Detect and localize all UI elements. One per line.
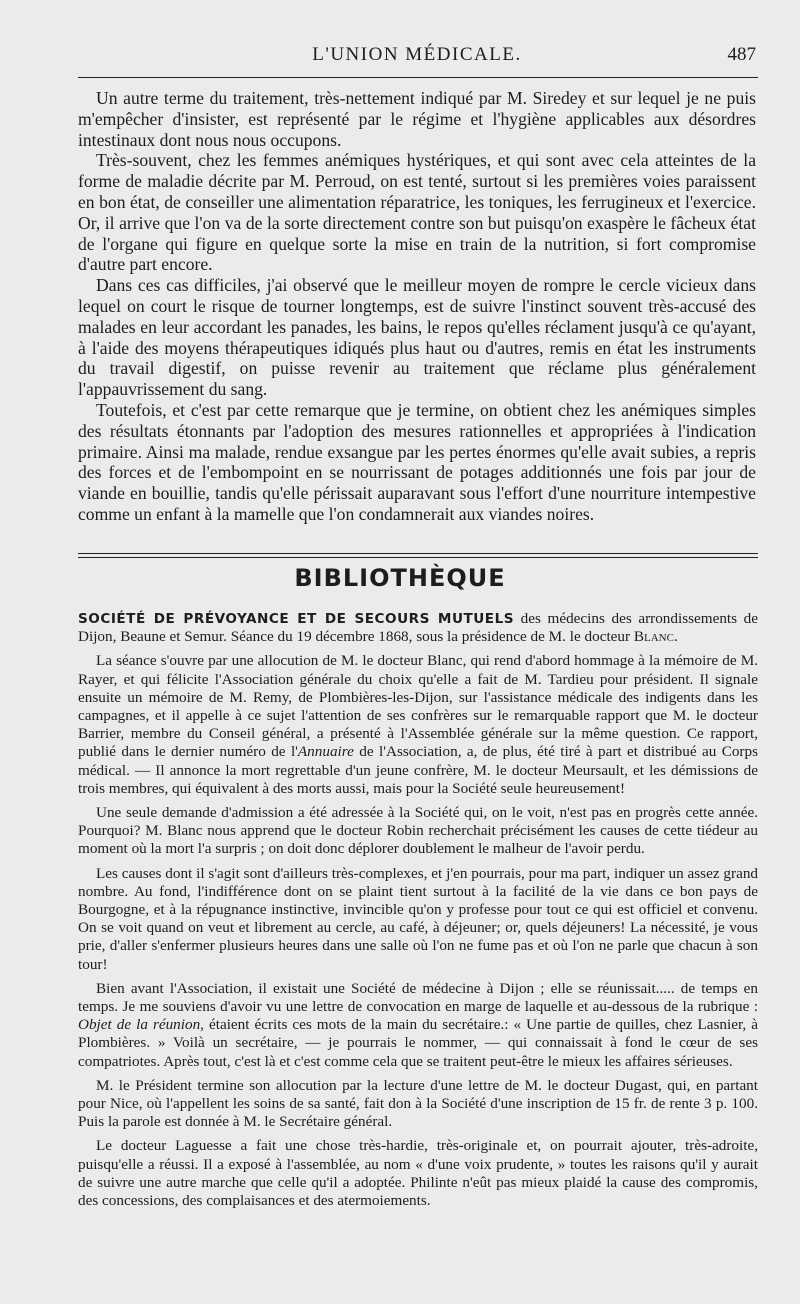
section-rule-top-double xyxy=(78,557,758,558)
article-continuation xyxy=(78,88,756,525)
paragraph: Les causes dont il s'agit sont d'ailleurs très-complexes, et j'en pourrais, pour ma part, indiquer un assez grand nombre. Au fond, l'indifférence dont on se plaint tient surtout à la facilité de la vie dans ce bon pays de Bourgogne, et à la répugnance instinctive, invincible qu'on y professe pour tout ce qui est officiel et convenu. On se voit quand on veut et librement au cercle, au café, à déjeuner; or, quels déjeuners! La nécessité, je vous prie, d'aller s'enfermer plusieurs heures dans une salle où l'on ne fume pas et où l'on ne parle que chacun à son tour! xyxy=(78,864,758,973)
paragraph: Dans ces cas difficiles, j'ai observé que le meilleur moyen de rompre le cercle vicieux dans lequel on court le risque de tourner longtemps, est de suivre l'instinct souvent très-accusé des malades en leur accordant les panades, les bains, le repos qu'elles réclament jusqu'à ce qu'ayant, à l'aide des moyens thérapeutiques idiqués plus haut ou d'autres, remis en état les instruments du travail digestif, on puisse revenir au traitement que réclame plus généralement l'appauvrissement du sang. xyxy=(78,275,756,400)
paragraph: Bien avant l'Association, il existait une Société de médecine à Dijon ; elle se réunissait..... de temps en temps. Je me souviens d'avoir vu une lettre de convocation en marge de laquelle et au-dessous de la rubrique : Objet de la réunion, étaient écrits ces mots de la main du secrétaire.: « Une partie de quilles, chez Lasnier, à Plombières. » Voilà un secrétaire, — je pourrais le nommer, — qui connaissait à fond le cœur de ses compatriotes. Après tout, c'est là et c'est comme cela que se traitent peut-être le mieux les affaires sérieuses. xyxy=(78,979,758,1070)
society-heading-text: des médecins des arrondissements de Dijon, Beaune et Semur. Séance du 19 décembre 1868, sous la présidence de M. le docteur xyxy=(78,610,758,646)
running-head xyxy=(78,44,756,68)
section-title: BIBLIOTHÈQUE xyxy=(294,564,506,592)
bibliotheque-section xyxy=(78,610,758,1216)
running-title: L'UNION MÉDICALE. xyxy=(312,44,522,65)
section-rule-top xyxy=(78,553,758,554)
society-heading xyxy=(78,610,758,646)
paragraph: Le docteur Laguesse a fait une chose très-hardie, très-originale et, on pourrait ajouter, très-adroite, puisqu'elle a réussi. Il a exposé à l'assemblée, au nom « d'une voix prudente, » toutes les raisons qu'il y aurait de suivre une autre marche que celle qu'il a adoptée. Philinte n'eût pas mieux plaidé la cause des compromis, des concessions, des complaisances et des atermoiements. xyxy=(78,1137,758,1210)
paragraph: Toutefois, et c'est par cette remarque que je termine, on obtient chez les anémiques simples des résultats étonnants par l'adoption des mesures rationnelles et appropriées à l'indication primaire. Ainsi ma malade, rendue exsangue par les pertes énormes qu'elle avait subies, a repris des forces et de l'embompoint en se nourrissant de potages additionnés une fois par jour de viande en bouillie, tandis qu'elle périssait auparavant sous l'effort d'une nourriture intempestive comme un enfant à la mamelle que l'on condamnerait aux viandes noires. xyxy=(78,399,756,524)
paragraph: Un autre terme du traitement, très-nettement indiqué par M. Siredey et sur lequel je ne puis m'empêcher d'insister, est représenté par le régime et l'hygiène applicables aux désordres intestinaux dont nous nous occupons. xyxy=(78,88,756,150)
society-name: SOCIÉTÉ DE PRÉVOYANCE ET DE SECOURS MUTUELS xyxy=(78,611,515,627)
page-number: 487 xyxy=(727,44,756,65)
annuaire-title: Annuaire xyxy=(297,743,354,761)
paragraph: M. le Président termine son allocution par la lecture d'une lettre de M. le docteur Dugast, qui, en partant pour Nice, où l'appellent les soins de sa santé, fait don à la Société d'une inscription de 15 fr. de rente 3 p. 100. Puis la parole est donnée à M. le Secrétaire général. xyxy=(78,1076,758,1131)
header-rule xyxy=(78,77,758,78)
president-name: Blanc. xyxy=(633,628,678,646)
rubrique-text: Objet de la réunion, xyxy=(78,1016,204,1034)
paragraph: Très-souvent, chez les femmes anémiques hystériques, et qui sont avec cela atteintes de la forme de maladie décrite par M. Perroud, on est tenté, surtout si les premières voies paraissent en bon état, de conseiller une alimentation réparatrice, les toniques, les ferrugineux et l'exercice. Or, il arrive que l'on va de la sorte directement contre son but puisqu'on exaspère le fâcheux état de l'organe qui figure en quelque sorte la mise en train de la nutrition, si fort compromise d'autre part encore. xyxy=(78,150,756,275)
paragraph: La séance s'ouvre par une allocution de M. le docteur Blanc, qui rend d'abord hommage à la mémoire de M. Rayer, et qui félicite l'Association générale du choix qu'elle a fait de M. Tardieu pour président. Il signale ensuite un mémoire de M. Remy, de Plombières-les-Dijon, sur l'assistance médicale des indigents dans les campagnes, et il appelle à ce sujet l'attention de ses confrères sur le remarquable rapport que M. le docteur Barrier, membre du Conseil général, a présenté à l'Assemblée générale sur la même question. Ce rapport, publié dans le dernier numéro de l'Annuaire de l'Association, a, de plus, été tiré à part et distribué au Corps médical. — Il annonce la mort regrettable d'un jeune confrère, M. le docteur Meursault, et les démissions de trois membres, qui équivalent à des morts aussi, mais pour la Société seule heureusement! xyxy=(78,652,758,797)
paragraph: Une seule demande d'admission a été adressée à la Société qui, on le voit, n'est pas en progrès cette année. Pourquoi? M. Blanc nous apprend que le docteur Robin recherchait précisément les causes de cette tiédeur au moment où la mort l'a surpris ; on doit donc déplorer doublement le malheur de l'avoir perdu. xyxy=(78,804,758,858)
